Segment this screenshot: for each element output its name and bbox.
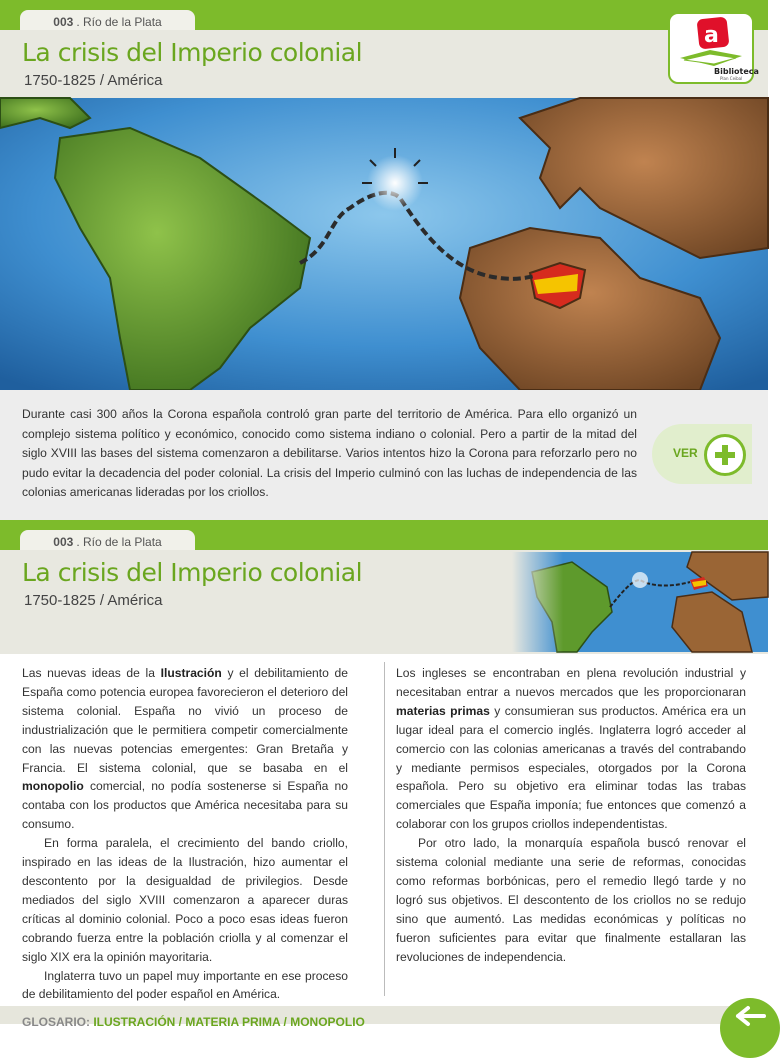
- second-section-name: . Río de la Plata: [76, 535, 162, 549]
- intro-text: Durante casi 300 años la Corona española controló gran parte del territorio de América. Para ello organizó un complejo sistema político y económico, conocido como sistema indiano o colonial. Pero a partir de la mitad del siglo XVIII las bases del sistema comenzaron a debilitarse. Varios intentos hizo la Corona para reforzarlo pero no pudo evitar la decadencia del poder colonial. La crisis del Imperio culminó con las luchas de independencia de las colonias americanas lideradas por los criollos.: [22, 407, 637, 499]
- small-world-map-image: [512, 552, 768, 652]
- page-title: La crisis del Imperio colonial: [22, 38, 363, 67]
- page-subtitle: 1750-1825 / América: [24, 72, 163, 89]
- section-name: . Río de la Plata: [76, 15, 162, 29]
- right-paragraph-2: Por otro lado, la monarquía española buscó renovar el sistema colonial mediante una serie de reformas, conocidas como reformas borbónicas, pero el remedio llegó tarde y no logró sus objetivos. El descontento de los criollos no se redujo sino que aumentó. Las medidas económicas y políticas no fueron suficientes para evitar que finalmente estallaran las revoluciones de independencia.: [396, 836, 746, 964]
- library-logo[interactable]: [668, 12, 759, 84]
- back-arrow-icon: [730, 1004, 770, 1034]
- library-logo-icon: [670, 14, 759, 82]
- column-divider: [384, 662, 385, 996]
- text-span: y el debilitamiento de España como potencia europea favorecieron el deterioro del sistema colonial. España no vivió un proceso de industrialización que le permitiera competir comercialmente con las nuevas potencias emergentes: Gran Bretaña y Francia. El sistema colonial, que se basaba en el: [22, 666, 348, 775]
- ver-label[interactable]: VER: [673, 446, 698, 460]
- glossary-terms[interactable]: ILUSTRACIÓN / MATERIA PRIMA / MONOPOLIO: [93, 1015, 365, 1029]
- second-section-number: 003: [53, 535, 74, 549]
- back-arrow-button[interactable]: [720, 998, 780, 1058]
- right-paragraph-1: [396, 664, 746, 834]
- glossary: [22, 1015, 365, 1029]
- right-column: [396, 664, 746, 967]
- small-map-illustration: [512, 552, 768, 652]
- second-page-subtitle: 1750-1825 / América: [24, 592, 163, 609]
- logo-text: Biblioteca: [714, 67, 759, 76]
- glossary-term-ilustracion[interactable]: Ilustración: [160, 666, 222, 680]
- glossary-term-materias-primas[interactable]: materias primas: [396, 703, 490, 718]
- text-span: y consumieran sus productos. América era un lugar ideal para el comercio inglés. Inglaterra logró acceder al comercio con las colonias americanas a través del contrabando y mediante permisos especiales, otorgados por la Corona española. Pero su objetivo era eliminar todas las trabas comerciales que España imponía; fue entonces que comenzó a colaborar con los grupos criollos independentistas.: [396, 703, 746, 832]
- text-span: Las nuevas ideas de la: [22, 666, 161, 680]
- world-map-image: [0, 98, 768, 390]
- plus-icon[interactable]: [704, 434, 746, 476]
- text-span: comercial, no podía sostenerse si España no contaba con los productos que América necesitaba para su consumo.: [22, 779, 348, 832]
- glossary-label: GLOSARIO:: [22, 1015, 90, 1029]
- hero-map-illustration: [0, 98, 768, 390]
- left-paragraph-1: [22, 664, 348, 834]
- second-page-title: La crisis del Imperio colonial: [22, 558, 363, 587]
- text-span: Los ingleses se encontraban en plena revolución industrial y necesitaban entrar a nuevos mercados que les proporcionaran: [396, 666, 746, 699]
- glossary-term-monopolio[interactable]: monopolio: [22, 779, 84, 794]
- left-column: [22, 664, 348, 1004]
- svg-text:a: a: [704, 23, 719, 48]
- left-paragraph-2: En forma paralela, el crecimiento del bando criollo, inspirado en las ideas de la Ilustración, hizo aumentar el descontento por la desigualdad de privilegios. Desde mediados del siglo XVIII comenzaron a aparecer duras críticas al dominio colonial. Poco a poco esas ideas fueron cobrando fuerza entre la población criolla y al comenzar el siglo XIX era la opinión mayoritaria.: [22, 836, 348, 964]
- logo-subtext: Plan Ceibal: [720, 76, 743, 81]
- left-paragraph-3: Inglaterra tuvo un papel muy importante en ese proceso de debilitamiento del poder español en América.: [22, 968, 348, 1002]
- section-number: 003: [53, 15, 74, 29]
